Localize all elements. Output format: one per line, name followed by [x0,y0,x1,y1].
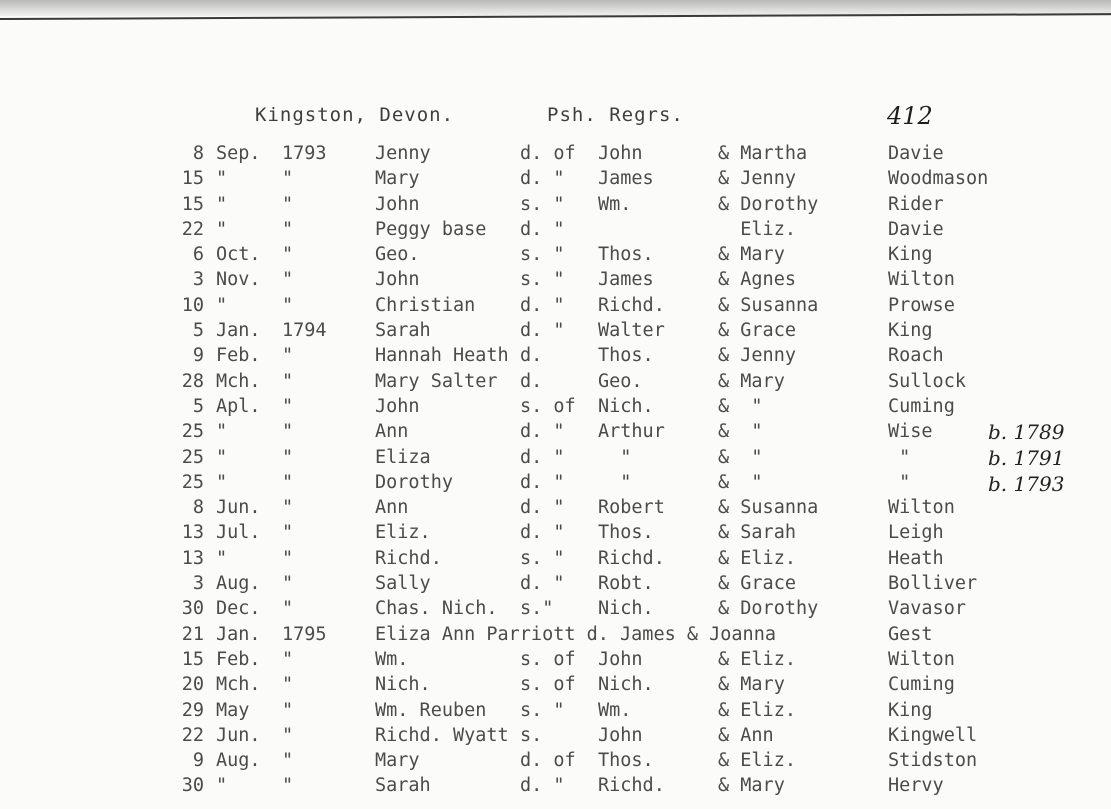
register-row [0,674,1111,699]
header-title: Psh. Regrs. [547,104,684,126]
entry-name: Chas. Nich. [375,598,498,620]
entry-day: 15 [181,193,204,215]
entry-mother: & " [718,446,763,468]
entry-relation: d. " [520,497,565,519]
header-place: Kingston, Devon. [255,104,455,126]
entry-mother: & Eliz. [718,750,796,772]
register-row [0,143,1111,168]
entry-father: Robt. [598,573,654,595]
entry-year: " [282,522,294,544]
entry-relation: s. " [520,269,565,291]
entry-surname: Stidston [888,750,978,772]
register-row [0,320,1111,345]
entry-year: " [282,218,294,240]
entry-father: James [598,269,654,291]
entry-name: Eliz. [375,522,431,544]
entry-relation: d. " [520,421,565,443]
entry-year: " [282,471,294,493]
register-row [0,497,1111,522]
entry-day: 22 [181,218,204,240]
entry-year: " [282,370,294,392]
entry-day: 28 [181,370,204,392]
entry-mother: & Mary [718,775,785,797]
entry-month: Oct. [216,244,261,266]
entry-name: Nich. [375,674,431,696]
entry-year: " [282,168,294,190]
entry-father: " [598,471,632,493]
entry-day: 3 [192,269,204,291]
entry-father: John [598,648,643,670]
register-row [0,725,1111,750]
entry-father: Thos. [598,522,654,544]
entry-relation: s." [520,598,554,620]
annotation-birth-1791: b. 1791 [988,446,1065,470]
entry-relation: d. of [520,143,576,164]
entry-day: 9 [192,750,204,772]
entry-month: Apl. [216,395,261,417]
entry-surname: Kingwell [888,724,978,746]
entry-year: " [282,598,294,620]
entry-day: 13 [181,522,204,544]
entry-surname: Vavasor [888,598,966,620]
entry-name: Dorothy [375,471,453,493]
entry-mother: & Mary [718,370,785,392]
entry-day: 10 [181,294,204,316]
entry-name: Wm. [375,648,409,670]
entry-father: " [598,446,632,468]
entry-name: Christian [375,294,476,316]
entry-month: " [216,471,228,493]
entry-relation: d. " [520,446,565,468]
entry-surname: Davie [888,143,944,164]
entry-surname: Rider [888,193,944,215]
entry-year: " [282,446,294,468]
register-row [0,649,1111,674]
register-entries [0,143,1111,801]
entry-month: Jan. [216,320,261,342]
entry-mother: & Dorothy [718,598,819,620]
entry-name: Mary [375,168,420,190]
entry-year: " [282,674,294,696]
entry-name: Ann [375,421,409,443]
entry-surname: King [888,320,933,342]
entry-year: " [282,699,294,721]
entry-year: " [282,395,294,417]
annotation-birth-1793: b. 1793 [988,472,1065,496]
entry-surname: Hervy [888,775,944,797]
entry-year: " [282,497,294,519]
entry-month: " [216,775,228,797]
entry-surname: Prowse [888,294,955,316]
entry-month: Feb. [216,345,261,367]
entry-long-text: Eliza Ann Parriott d. James & Joanna [375,623,776,645]
entry-surname: Wilton [888,648,955,670]
entry-father: Nich. [598,674,654,696]
entry-relation: d. [520,370,543,392]
entry-name: Sally [375,573,431,595]
entry-year: " [282,648,294,670]
entry-day: 20 [181,674,204,696]
entry-month: Aug. [216,573,261,595]
entry-surname: Roach [888,345,944,367]
entry-mother: & Grace [718,573,796,595]
entry-relation: s. [520,724,543,746]
entry-father: Richd. [598,547,665,569]
entry-day: 30 [181,598,204,620]
entry-relation: d. " [520,294,565,316]
entry-month: " [216,294,228,316]
entry-name: John [375,395,420,417]
register-row [0,472,1111,497]
register-row [0,345,1111,370]
entry-relation: s. of [520,674,576,696]
register-row [0,700,1111,725]
register-row [0,396,1111,421]
entry-name: John [375,193,420,215]
entry-surname: Heath [888,547,944,569]
register-row [0,447,1111,472]
entry-mother: & Sarah [718,522,796,544]
entry-surname: " [888,446,911,468]
entry-month: Sep. [216,143,261,164]
register-row [0,598,1111,623]
entry-day: 29 [181,699,204,721]
entry-year: " [282,421,294,443]
register-row [0,573,1111,598]
entry-month: " [216,446,228,468]
entry-name: Sarah [375,320,431,342]
entry-day: 6 [192,244,204,266]
entry-mother: & " [718,421,763,443]
entry-month: Nov. [216,269,261,291]
entry-day: 8 [192,143,204,164]
register-row [0,624,1111,649]
entry-relation: d. of [520,750,576,772]
entry-father: Thos. [598,244,654,266]
entry-surname: Cuming [888,395,955,417]
entry-day: 8 [192,497,204,519]
entry-surname: Wise [888,421,933,443]
entry-mother: & Jenny [718,168,796,190]
entry-father: Robert [598,497,665,519]
entry-father: Walter [598,320,665,342]
entry-year: " [282,294,294,316]
entry-father: John [598,724,643,746]
register-row [0,219,1111,244]
entry-month: Jun. [216,497,261,519]
entry-surname: Gest [888,623,933,645]
entry-month: Jul. [216,522,261,544]
entry-day: 25 [181,446,204,468]
entry-father: Arthur [598,421,665,443]
entry-year: " [282,193,294,215]
entry-father: Richd. [598,294,665,316]
entry-surname: King [888,244,933,266]
entry-father: Nich. [598,395,654,417]
annotation-birth-1789: b. 1789 [988,420,1065,444]
entry-name: Eliza [375,446,431,468]
entry-month: Mch. [216,674,261,696]
entry-surname: Leigh [888,522,944,544]
entry-name: Mary [375,750,420,772]
entry-surname: King [888,699,933,721]
entry-mother: & Eliz. [718,547,796,569]
entry-month: " [216,547,228,569]
entry-relation: d. " [520,522,565,544]
entry-name: Richd. [375,547,442,569]
entry-mother: & Ann [718,724,774,746]
entry-month: Dec. [216,598,261,620]
entry-relation: d. [520,345,543,367]
entry-father: Nich. [598,598,654,620]
entry-relation: s. " [520,244,565,266]
entry-name: Geo. [375,244,420,266]
register-row [0,269,1111,294]
entry-surname: Wilton [888,269,955,291]
entry-month: Mch. [216,370,261,392]
entry-surname: Davie [888,218,944,240]
register-row [0,421,1111,446]
entry-surname: Bolliver [888,573,978,595]
entry-mother: & Jenny [718,345,796,367]
entry-month: " [216,421,228,443]
entry-relation: s. of [520,395,576,417]
entry-month: " [216,193,228,215]
entry-month: May [216,699,250,721]
entry-relation: d. " [520,471,565,493]
entry-name: Richd. Wyatt [375,724,509,746]
entry-relation: d. " [520,218,565,240]
entry-surname: Sullock [888,370,966,392]
entry-day: 21 [181,623,204,645]
entry-day: 5 [192,395,204,417]
entry-relation: s. of [520,648,576,670]
entry-father: James [598,168,654,190]
entry-year: " [282,750,294,772]
entry-year: " [282,547,294,569]
entry-mother: & Martha [718,143,808,164]
entry-mother: & Dorothy [718,193,819,215]
entry-surname: Woodmason [888,168,989,190]
entry-day: 9 [192,345,204,367]
entry-month: " [216,168,228,190]
entry-month: " [216,218,228,240]
entry-mother: & Agnes [718,269,796,291]
entry-year: " [282,244,294,266]
entry-surname: Wilton [888,497,955,519]
entry-relation: d. " [520,320,565,342]
entry-month: Aug. [216,750,261,772]
register-row [0,295,1111,320]
entry-name: Jenny [375,143,431,164]
entry-name: Hannah Heath [375,345,509,367]
entry-mother: & " [718,395,763,417]
entry-day: 25 [181,421,204,443]
entry-father: John [598,143,643,164]
page-number: 412 [887,102,933,130]
entry-year: " [282,724,294,746]
entry-mother: & Mary [718,244,785,266]
entry-mother: & Eliz. [718,699,796,721]
entry-day: 15 [181,168,204,190]
entry-father: Richd. [598,775,665,797]
entry-relation: s. " [520,547,565,569]
entry-surname: Cuming [888,674,955,696]
entry-month: Jan. [216,623,261,645]
entry-year: " [282,345,294,367]
register-row [0,371,1111,396]
entry-mother: & Susanna [718,497,819,519]
entry-year: " [282,775,294,797]
entry-name: Peggy base [375,218,487,240]
entry-relation: d. " [520,775,565,797]
entry-mother: & Eliz. [718,648,796,670]
entry-name: Sarah [375,775,431,797]
entry-day: 5 [192,320,204,342]
entry-name: Wm. Reuben [375,699,487,721]
register-row [0,750,1111,775]
entry-mother: Eliz. [718,218,796,240]
register-row [0,194,1111,219]
entry-year: 1793 [282,143,327,164]
entry-father: Wm. [598,699,632,721]
entry-father: Wm. [598,193,632,215]
register-row [0,775,1111,800]
entry-day: 30 [181,775,204,797]
register-row [0,522,1111,547]
entry-year: 1795 [282,623,327,645]
entry-mother: & Grace [718,320,796,342]
entry-year: " [282,269,294,291]
entry-father: Geo. [598,370,643,392]
entry-month: Jun. [216,724,261,746]
entry-relation: s. " [520,699,565,721]
register-row [0,168,1111,193]
entry-name: John [375,269,420,291]
entry-mother: & Mary [718,674,785,696]
entry-relation: d. " [520,168,565,190]
entry-relation: s. " [520,193,565,215]
entry-mother: & Susanna [718,294,819,316]
entry-father: Thos. [598,345,654,367]
entry-day: 13 [181,547,204,569]
entry-day: 22 [181,724,204,746]
entry-mother: & " [718,471,763,493]
entry-day: 15 [181,648,204,670]
entry-name: Ann [375,497,409,519]
entry-relation: d. " [520,573,565,595]
entry-month: Feb. [216,648,261,670]
entry-father: Thos. [598,750,654,772]
entry-surname: " [888,471,911,493]
entry-year: " [282,573,294,595]
register-row [0,548,1111,573]
entry-name: Mary Salter [375,370,498,392]
register-row [0,244,1111,269]
entry-day: 25 [181,471,204,493]
entry-day: 3 [192,573,204,595]
entry-year: 1794 [282,320,327,342]
